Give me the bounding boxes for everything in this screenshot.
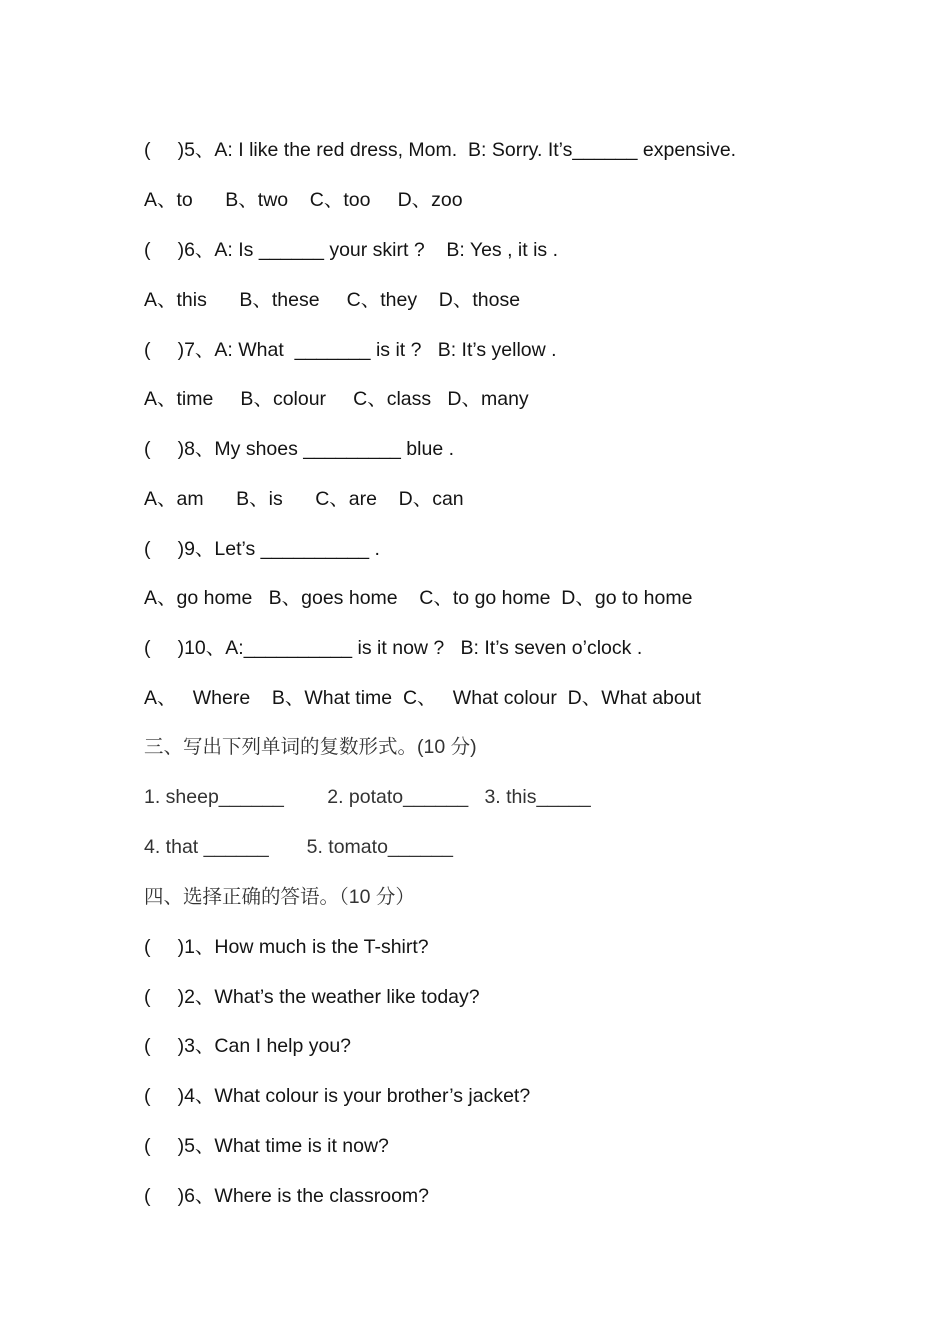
answer-question-3: ( )3、Can I help you? (144, 1035, 352, 1057)
answer-question-4: ( )4、What colour is your brother’s jacket? (144, 1085, 531, 1107)
answer-question-6: ( )6、Where is the classroom? (144, 1185, 429, 1207)
section-four-heading: 四、选择正确的答语。（10 分） (144, 886, 415, 908)
section-three-heading: 三、写出下列单词的复数形式。(10 分) (144, 736, 477, 758)
plural-items-row-1: 1. sheep______ 2. potato______ 3. this_____ (144, 786, 591, 808)
question-9-options: A、go home B、goes home C、to go home D、go to home (144, 587, 693, 609)
answer-question-1: ( )1、How much is the T-shirt? (144, 936, 429, 958)
answer-question-5: ( )5、What time is it now? (144, 1135, 389, 1157)
question-6-stem: ( )6、A: Is ______ your skirt ? B: Yes , it is . (144, 239, 559, 261)
question-10-options: A、 Where B、What time C、 What colour D、What about (144, 687, 701, 709)
question-10-stem: ( )10、A:__________ is it now ? B: It’s seven o’clock . (144, 637, 643, 659)
question-9-stem: ( )9、Let’s __________ . (144, 538, 380, 560)
plural-items-row-2: 4. that ______ 5. tomato______ (144, 836, 453, 858)
question-6-options: A、this B、these C、they D、those (144, 289, 521, 311)
question-8-stem: ( )8、My shoes _________ blue . (144, 438, 455, 460)
question-7-options: A、time B、colour C、class D、many (144, 388, 529, 410)
answer-question-2: ( )2、What’s the weather like today? (144, 986, 480, 1008)
question-8-options: A、am B、is C、are D、can (144, 488, 464, 510)
question-5-options: A、to B、two C、too D、zoo (144, 189, 463, 211)
question-7-stem: ( )7、A: What _______ is it ? B: It’s yellow . (144, 339, 557, 361)
question-5-stem: ( )5、A: I like the red dress, Mom. B: Sorry. It’s______ expensive. (144, 139, 737, 161)
